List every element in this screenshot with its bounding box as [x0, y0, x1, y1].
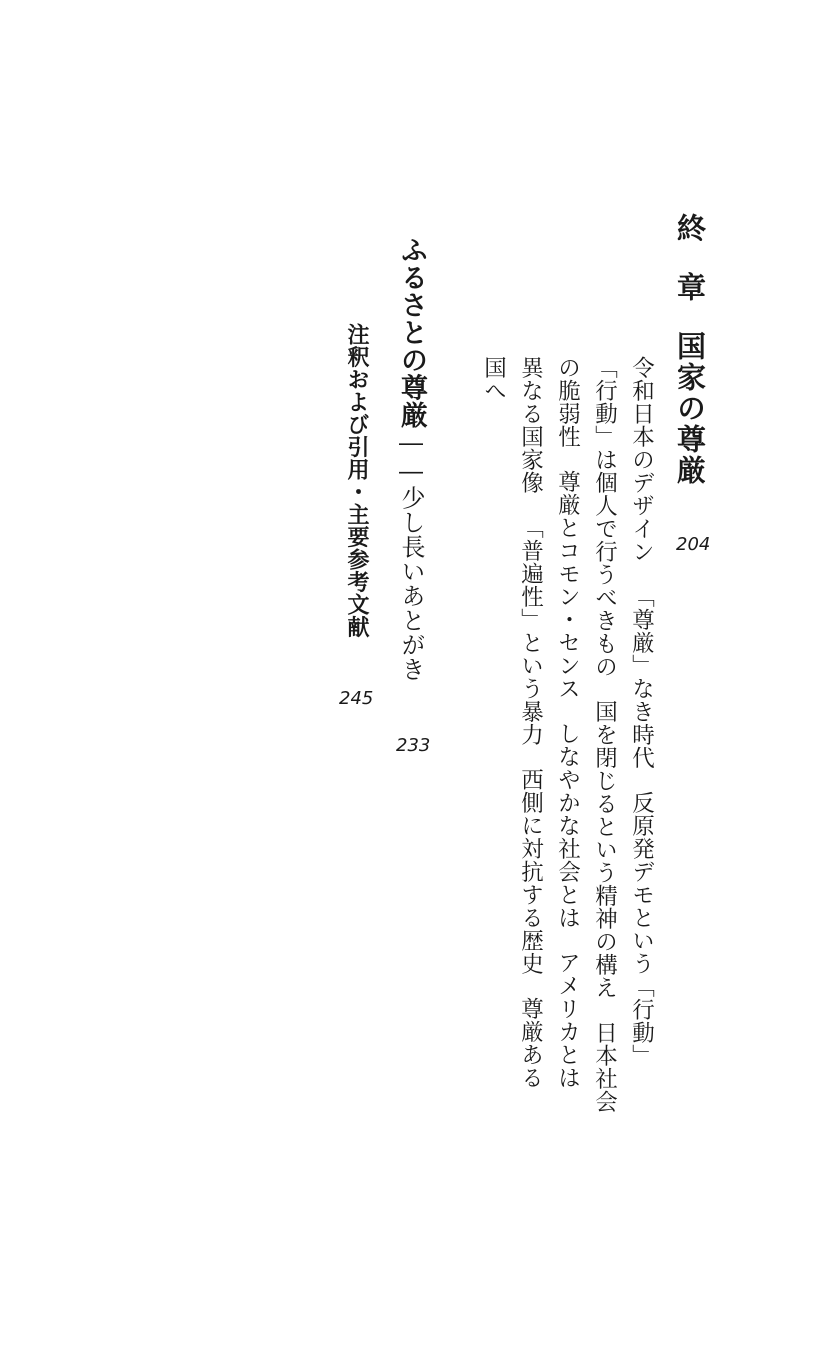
section-item: 尊厳ある — [517, 997, 544, 1089]
section-item: 「行動」は個人で行うべきもの — [591, 356, 618, 678]
section-item: アメリカとは — [554, 951, 581, 1089]
chapter-page-number: 204 — [676, 534, 711, 555]
section-item: 令和日本のデザイン — [628, 356, 655, 563]
section-line-1 — [630, 356, 653, 1067]
section-item: 反原発デモという「行動」 — [628, 791, 655, 1067]
section-item: 尊厳とコモン・センス — [554, 470, 581, 700]
section-line-5 — [482, 356, 505, 402]
section-item: 異なる国家像 — [517, 356, 544, 494]
chapter-title: 国家の尊厳 — [673, 331, 707, 486]
afterword-heading — [398, 236, 425, 682]
chapter-label-1: 終 — [673, 213, 707, 244]
section-item: 西側に対抗する歴史 — [517, 768, 544, 975]
section-line-2 — [593, 356, 616, 1113]
afterword-subtitle: ――少し長いあとがき — [397, 428, 425, 682]
chapter-heading — [673, 213, 707, 486]
section-item: しなやかな社会とは — [554, 722, 581, 929]
notes-page-number: 245 — [339, 688, 374, 709]
section-item: の脆弱性 — [554, 356, 581, 448]
section-item: 「普遍性」という暴力 — [517, 516, 544, 746]
afterword-title: ふるさとの尊厳 — [396, 236, 427, 429]
section-item: 国へ — [480, 356, 507, 402]
section-item: 「尊厳」なき時代 — [628, 585, 655, 769]
afterword-page-number: 233 — [396, 735, 431, 756]
chapter-label-2: 章 — [673, 272, 707, 303]
section-item: 日本社会 — [591, 1021, 618, 1113]
section-line-3 — [556, 356, 579, 1089]
section-item: 国を閉じるという精神の構え — [591, 700, 618, 999]
notes-heading: 注釈および引用・主要参考文献 — [344, 323, 369, 638]
section-line-4 — [519, 356, 542, 1089]
